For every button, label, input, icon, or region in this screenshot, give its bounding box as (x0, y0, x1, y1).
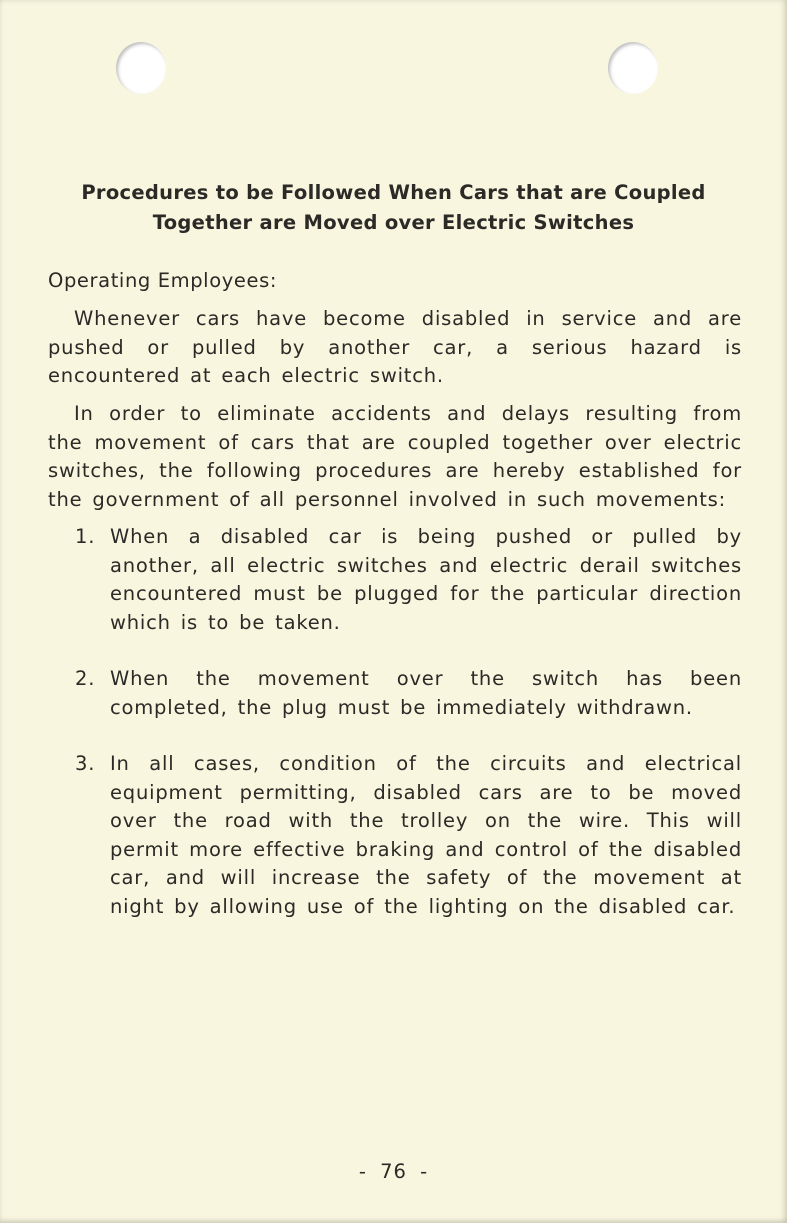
title-line-2: Together are Moved over Electric Switches (152, 211, 635, 234)
list-item (75, 665, 742, 722)
list-item-text: In all cases, condition of the circuits and electrical equipment permitting, disabled cars are to be moved over the road with the trolley on the wire. This will permit more effective braking and control of the disabled car, and will increase the safety of the movement at night by allowing use of the lighting on the disabled car. (110, 752, 742, 918)
list-item-number: 2. (75, 667, 96, 690)
list-item (75, 750, 742, 921)
page-number: - 76 - (358, 1160, 429, 1183)
section-subheading: Operating Employees: (48, 269, 277, 292)
list-item-text: When the movement over the switch has been completed, the plug must be immediately withdrawn. (110, 667, 742, 719)
page-title (60, 178, 727, 238)
title-line-1: Procedures to be Followed When Cars that are Coupled (81, 181, 706, 204)
paragraph-procedures: In order to eliminate accidents and delays resulting from the movement of cars that are coupled together over electric switches, the following procedures are hereby established for the government of all personnel involved in such movements: (48, 402, 742, 511)
list-item-number: 3. (75, 752, 96, 775)
list-item (75, 523, 742, 637)
list-item-number: 1. (75, 525, 96, 548)
punch-hole-right (608, 42, 658, 94)
punch-hole-left (116, 42, 166, 94)
list-item-text: When a disabled car is being pushed or pulled by another, all electric switches and electric derail switches encountered must be plugged for the particular direction which is to be taken. (110, 525, 742, 634)
paragraph-intro: Whenever cars have become disabled in service and are pushed or pulled by another car, a serious hazard is encountered at each electric switch. (48, 307, 742, 387)
